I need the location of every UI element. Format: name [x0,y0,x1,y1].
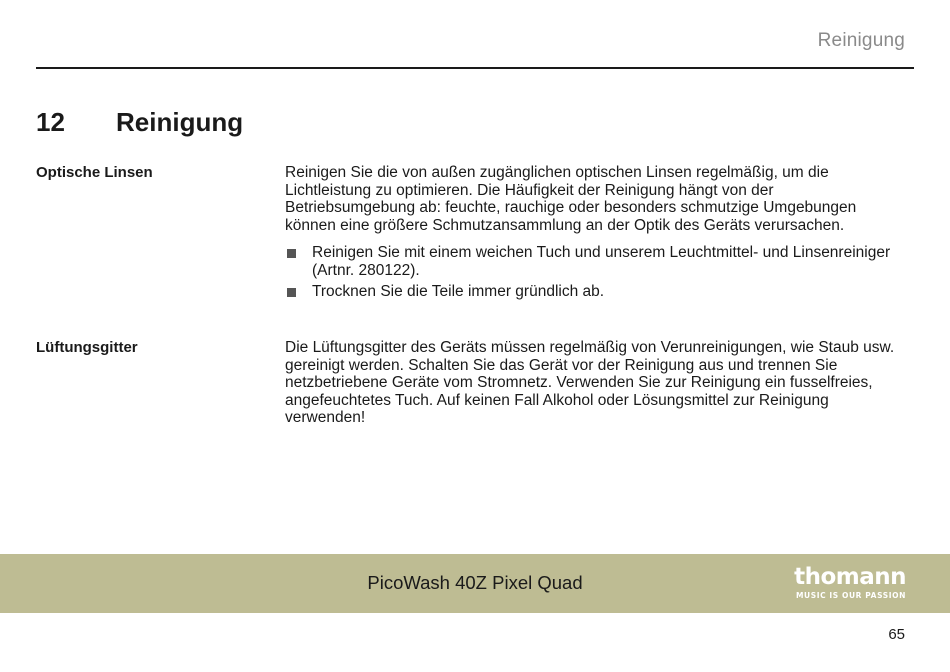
section-body [285,339,905,427]
page-number: 65 [888,626,905,643]
header-divider [36,67,914,69]
list-item-text: Trocknen Sie die Teile immer gründlich ab. [312,283,605,300]
section-body [285,164,905,305]
section-label: Lüftungsgitter [36,339,138,356]
logo-wordmark: thomann [794,564,906,590]
section-label: Optische Linsen [36,164,153,181]
bullet-list [285,244,905,301]
thomann-logo [794,566,906,600]
chapter-number: 12 [36,107,65,137]
list-item [285,283,905,301]
list-item-text: Reinigen Sie mit einem weichen Tuch und unserem Leuchtmittel- und Linsenreiniger (Artnr. 280122). [312,244,891,279]
footer-bar [0,554,950,613]
list-item [285,244,905,279]
logo-tagline: MUSIC IS OUR PASSION [795,591,906,600]
section-paragraph: Die Lüftungsgitter des Geräts müssen regelmäßig von Verunreinigungen, wie Staub usw. gereinigt werden. Schalten Sie das Gerät vor der Reinigung aus und trennen Sie netzbetriebene Geräte vom Stromnetz. Verwenden Sie zur Reinigung ein fusselfreies, angefeuchtetes Tuch. Auf keinen Fall Alkohol oder Lösungsmittel zur Reinigung verwenden! [285,339,895,426]
footer-product-title: PicoWash 40Z Pixel Quad [367,572,583,593]
running-header: Reinigung [817,30,905,51]
chapter-title: Reinigung [116,107,244,137]
square-bullet-icon [287,249,296,258]
section-paragraph: Reinigen Sie die von außen zugänglichen optischen Linsen regelmäßig, um die Lichtleistung zu optimieren. Die Häufigkeit der Reinigung hängt von der Betriebsumgebung ab: feuchte, rauchige oder besonders schmutzige Umgebungen können eine größere Schmutzansammlung an der Optik des Geräts verursachen. [285,164,857,234]
square-bullet-icon [287,288,296,297]
